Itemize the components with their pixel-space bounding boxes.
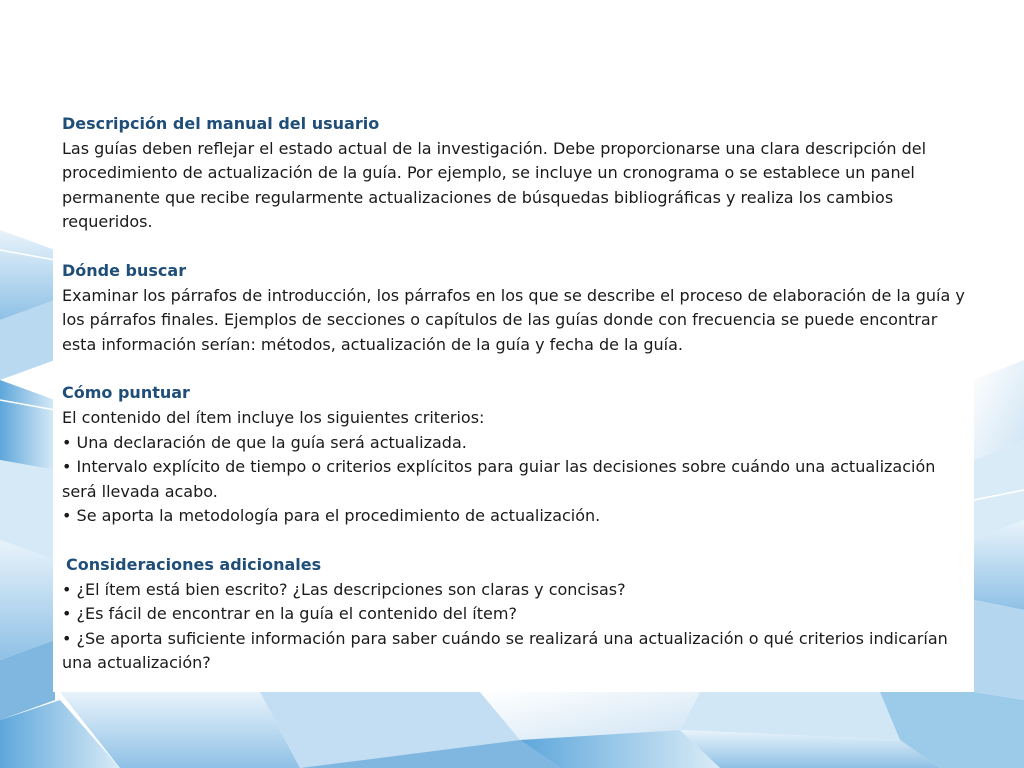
intro-como-puntuar: El contenido del ítem incluye los siguientes criterios:: [62, 407, 485, 427]
bullet-item: • ¿Es fácil de encontrar en la guía el contenido del ítem?: [62, 602, 967, 627]
body-donde-buscar: Examinar los párrafos de introducción, los párrafos en los que se describe el proceso de elaboración de la guía y los párrafos finales. Ejemplos de secciones o capítulos de las guías donde con frecuencia se puede encontrar esta información serían: métodos, actualización de la guía y fecha de la guía.: [62, 285, 965, 354]
bullet-item: • Una declaración de que la guía será actualizada.: [62, 431, 967, 456]
heading-donde-buscar: Dónde buscar: [62, 260, 187, 280]
bullet-item: • ¿Se aporta suficiente información para saber cuándo se realizará una actualización o qué criterios indicarían una actualización?: [62, 627, 967, 676]
heading-como-puntuar: Cómo puntuar: [62, 383, 190, 403]
body-descripcion: Las guías deben reflejar el estado actual de la investigación. Debe proporcionarse una clara descripción del procedimiento de actualización de la guía. Por ejemplo, se incluye un cronograma o se establece un panel permanente que recibe regularmente actualizaciones de búsquedas bibliográficas y realiza los cambios requeridos.: [62, 138, 927, 232]
section-como-puntuar: [62, 381, 967, 529]
section-descripcion: [62, 112, 967, 235]
bullet-item: • Se aporta la metodología para el procedimiento de actualización.: [62, 504, 967, 529]
heading-descripcion: Descripción del manual del usuario: [62, 114, 380, 133]
bullet-item: • ¿El ítem está bien escrito? ¿Las descripciones son claras y concisas?: [62, 578, 967, 603]
section-donde-buscar: [62, 259, 967, 357]
document-content: [62, 112, 967, 700]
bullet-item: • Intervalo explícito de tiempo o criterios explícitos para guiar las decisiones sobre cuándo una actualización será llevada acabo.: [62, 455, 967, 504]
section-consideraciones: [62, 553, 967, 676]
heading-consideraciones: Consideraciones adicionales: [66, 554, 322, 574]
